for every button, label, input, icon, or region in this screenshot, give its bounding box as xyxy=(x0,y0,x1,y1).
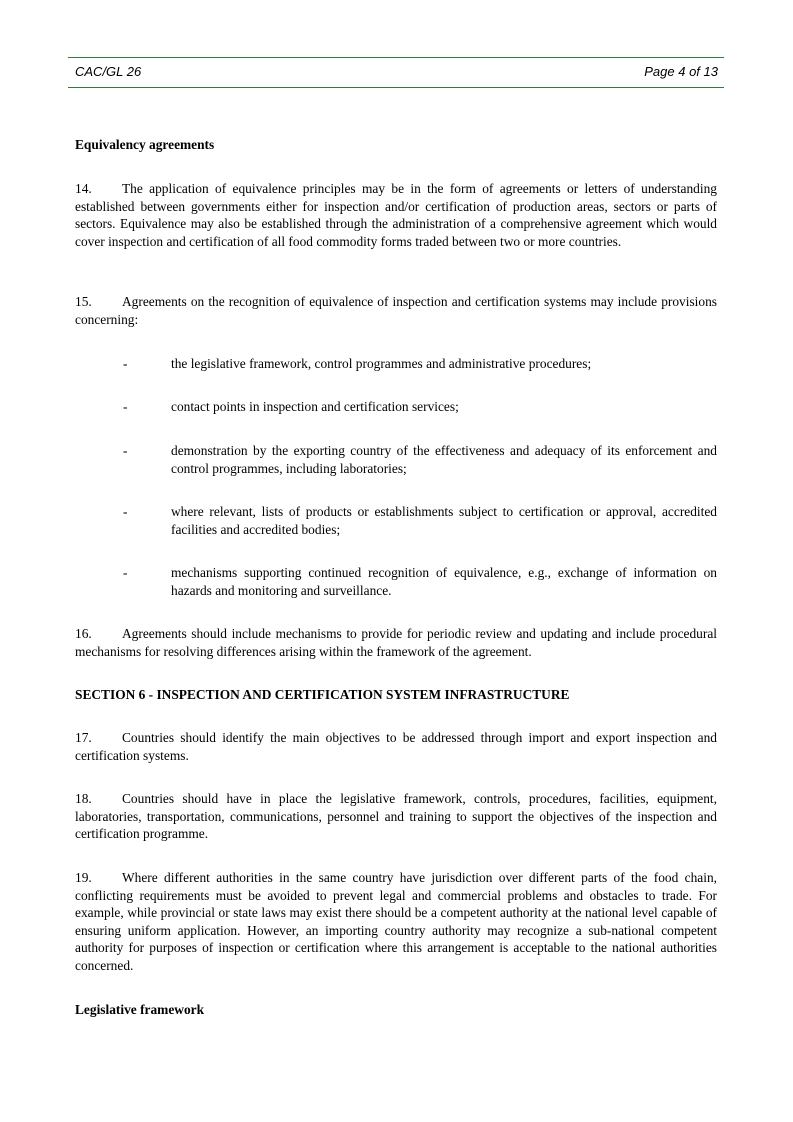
heading-section-6: SECTION 6 - INSPECTION AND CERTIFICATION SYSTEM INFRASTRUCTURE xyxy=(75,687,570,702)
page-header xyxy=(68,57,724,88)
paragraph-number: 19. xyxy=(75,870,92,885)
list-item-text: where relevant, lists of products or establishments subject to certification or approval, accredited facilities and accredited bodies; xyxy=(171,504,717,537)
paragraph-19 xyxy=(75,869,717,975)
paragraph-text: The application of equivalence principles may be in the form of agreements or letters of understanding established between governments either for inspection and/or certification of production areas, sectors or parts of sectors. Equivalence may also be established through the administration of a comprehensive agreement which would cover inspection and certification of all food commodity forms traded between two or more countries. xyxy=(75,181,717,249)
paragraph-number: 17. xyxy=(75,730,92,745)
list-item-text: mechanisms supporting continued recognition of equivalence, e.g., exchange of information on hazards and monitoring and surveillance. xyxy=(171,565,717,598)
paragraph-17 xyxy=(75,729,717,764)
paragraph-14 xyxy=(75,180,717,250)
paragraph-15 xyxy=(75,293,717,328)
list-item-text: the legislative framework, control programmes and administrative procedures; xyxy=(171,356,592,371)
paragraph-text: Where different authorities in the same country have jurisdiction over different parts of the food chain, conflicting requirements must be avoided to prevent legal and commercial problems and obstacles to trade. For example, while provincial or state laws may exist there should be a competent authority at the national level capable of ensuring uniform application. However, an importing country authority may recognize a sub-national competent authority for purposes of inspection or certification where this arrangement is acceptable to the national authorities concerned. xyxy=(75,870,717,973)
paragraph-number: 18. xyxy=(75,791,92,806)
paragraph-number: 15. xyxy=(75,294,92,309)
paragraph-text: Countries should have in place the legislative framework, controls, procedures, facilities, equipment, laboratories, transportation, communications, personnel and training to support the objectives of the inspection and certification programme. xyxy=(75,791,717,842)
bullet-marker: - xyxy=(123,565,128,580)
paragraph-16 xyxy=(75,625,717,660)
page-number: Page 4 of 13 xyxy=(644,64,718,79)
bullet-marker: - xyxy=(123,504,128,519)
paragraph-number: 16. xyxy=(75,626,92,641)
heading-equivalency-agreements: Equivalency agreements xyxy=(75,137,215,152)
bullet-marker: - xyxy=(123,399,128,414)
paragraph-number: 14. xyxy=(75,181,92,196)
list-item-text: contact points in inspection and certification services; xyxy=(171,399,459,414)
bullet-marker: - xyxy=(123,356,128,371)
paragraph-text: Agreements should include mechanisms to provide for periodic review and updating and include procedural mechanisms for resolving differences arising within the framework of the agreement. xyxy=(75,626,717,659)
paragraph-18 xyxy=(75,790,717,843)
bullet-marker: - xyxy=(123,443,128,458)
paragraph-text: Agreements on the recognition of equivalence of inspection and certification systems may include provisions concerning: xyxy=(75,294,717,327)
paragraph-text: Countries should identify the main objectives to be addressed through import and export inspection and certification systems. xyxy=(75,730,717,763)
list-item-text: demonstration by the exporting country of the effectiveness and adequacy of its enforcement and control programmes, including laboratories; xyxy=(171,443,717,476)
document-id: CAC/GL 26 xyxy=(75,64,142,79)
heading-legislative-framework: Legislative framework xyxy=(75,1002,205,1017)
